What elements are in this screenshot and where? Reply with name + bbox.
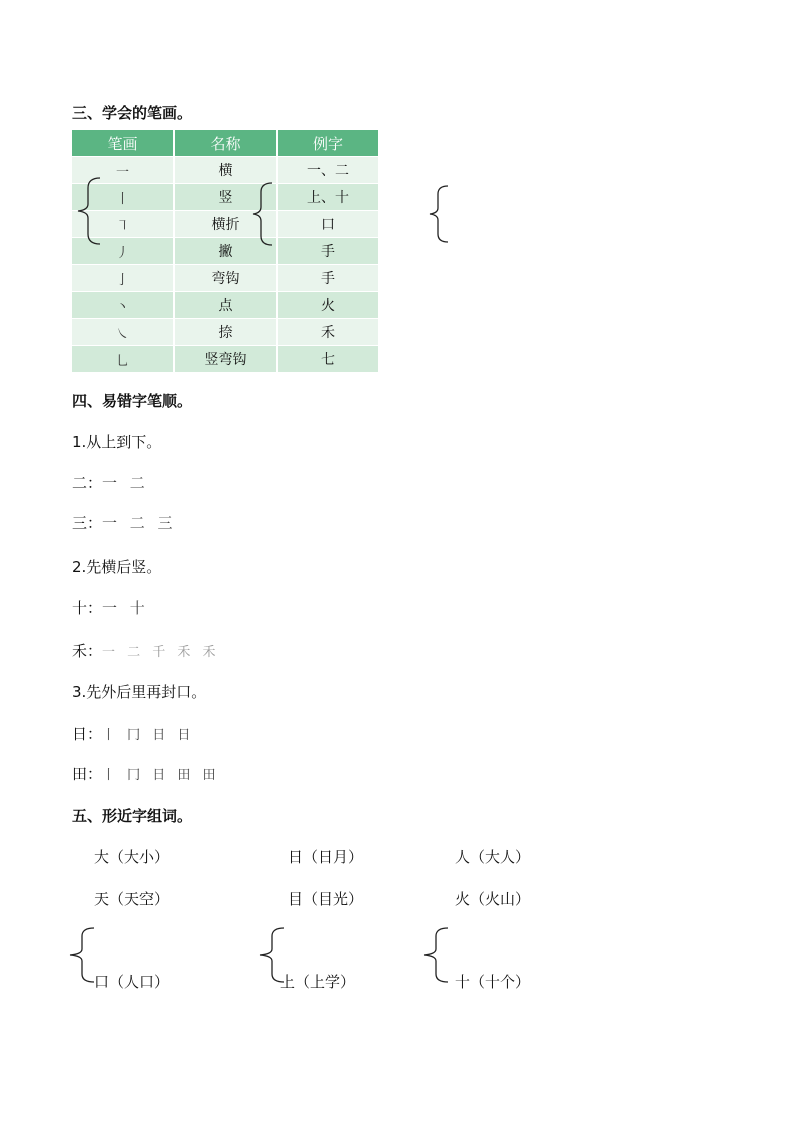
brace-word: 口（人口） <box>94 973 170 991</box>
stroke-order-he <box>72 640 220 661</box>
left-brace-icon <box>250 181 276 247</box>
table-row <box>72 211 379 238</box>
char-label: 二： <box>72 474 103 492</box>
example-cell: 一、二 <box>277 157 379 184</box>
section-5-title: 五、形近字组词。 <box>72 807 193 825</box>
stroke-cell: ㇏ <box>72 319 174 346</box>
section-4-title: 四、易错字笔顺。 <box>72 392 193 410</box>
stroke-order-shi <box>72 597 149 618</box>
section-3-title: 三、学会的笔画。 <box>72 104 193 122</box>
table-header-row <box>72 130 379 157</box>
left-brace-icon <box>420 926 452 988</box>
char-label: 三： <box>72 514 103 532</box>
table-row <box>72 157 379 184</box>
stroke-cell: 丨 <box>72 184 174 211</box>
stroke-cell: 丶 <box>72 292 174 319</box>
rule-horizontal-first: 2.先横后竖。 <box>72 558 162 576</box>
rule-top-to-bottom: 1.从上到下。 <box>72 433 162 451</box>
stroke-cell: 乚 <box>72 346 174 373</box>
brace-word: 十（十个） <box>455 973 531 991</box>
stroke-sequence: 一 十 <box>102 599 149 617</box>
stroke-order-tian <box>72 763 220 784</box>
left-brace-icon <box>426 184 452 244</box>
table-row <box>72 319 379 346</box>
stroke-order-er <box>72 472 149 493</box>
example-cell: 手 <box>277 265 379 292</box>
example-cell: 上、十 <box>277 184 379 211</box>
word-pair-top: 大（大小） <box>94 848 170 866</box>
name-cell: 撇 <box>174 238 277 265</box>
stroke-cell: 亅 <box>72 265 174 292</box>
name-cell: 横折 <box>174 211 277 238</box>
left-brace-icon <box>74 176 104 246</box>
char-label: 田： <box>72 765 103 783</box>
stroke-cell: 一 <box>72 157 174 184</box>
brace-word: 上（上学） <box>280 973 356 991</box>
word-pair-top: 日（日月） <box>288 848 364 866</box>
table-row <box>72 184 379 211</box>
stroke-sequence: 丨 冂 日 田 田 <box>102 768 220 783</box>
name-cell: 竖 <box>174 184 277 211</box>
example-cell: 七 <box>277 346 379 373</box>
header-stroke: 笔画 <box>72 130 174 157</box>
word-pair-bottom: 目（目光） <box>288 890 364 908</box>
name-cell: 捺 <box>174 319 277 346</box>
example-cell: 口 <box>277 211 379 238</box>
table-row <box>72 292 379 319</box>
name-cell: 弯钩 <box>174 265 277 292</box>
name-cell: 点 <box>174 292 277 319</box>
word-pair-bottom: 火（火山） <box>455 890 531 908</box>
char-label: 日： <box>72 725 103 743</box>
char-label: 禾： <box>72 642 103 660</box>
table-row <box>72 238 379 265</box>
header-name: 名称 <box>174 130 277 157</box>
stroke-sequence: 丨 冂 日 日 <box>102 728 195 743</box>
name-cell: 竖弯钩 <box>174 346 277 373</box>
table-row <box>72 346 379 373</box>
word-pair-top: 人（大人） <box>455 848 531 866</box>
stroke-sequence: 一 二 <box>102 474 149 492</box>
stroke-table <box>72 130 380 373</box>
example-cell: 火 <box>277 292 379 319</box>
word-pair-bottom: 天（天空） <box>94 890 170 908</box>
stroke-cell: 丿 <box>72 238 174 265</box>
stroke-sequence: 一 二 千 禾 禾 <box>102 645 220 660</box>
stroke-sequence: 一 二 三 <box>102 514 177 532</box>
name-cell: 横 <box>174 157 277 184</box>
stroke-order-san <box>72 512 177 533</box>
example-cell: 手 <box>277 238 379 265</box>
stroke-order-ri <box>72 723 194 744</box>
table-row <box>72 265 379 292</box>
rule-outside-inside-close: 3.先外后里再封口。 <box>72 683 207 701</box>
char-label: 十： <box>72 599 103 617</box>
stroke-cell: ㇕ <box>72 211 174 238</box>
header-example: 例字 <box>277 130 379 157</box>
example-cell: 禾 <box>277 319 379 346</box>
